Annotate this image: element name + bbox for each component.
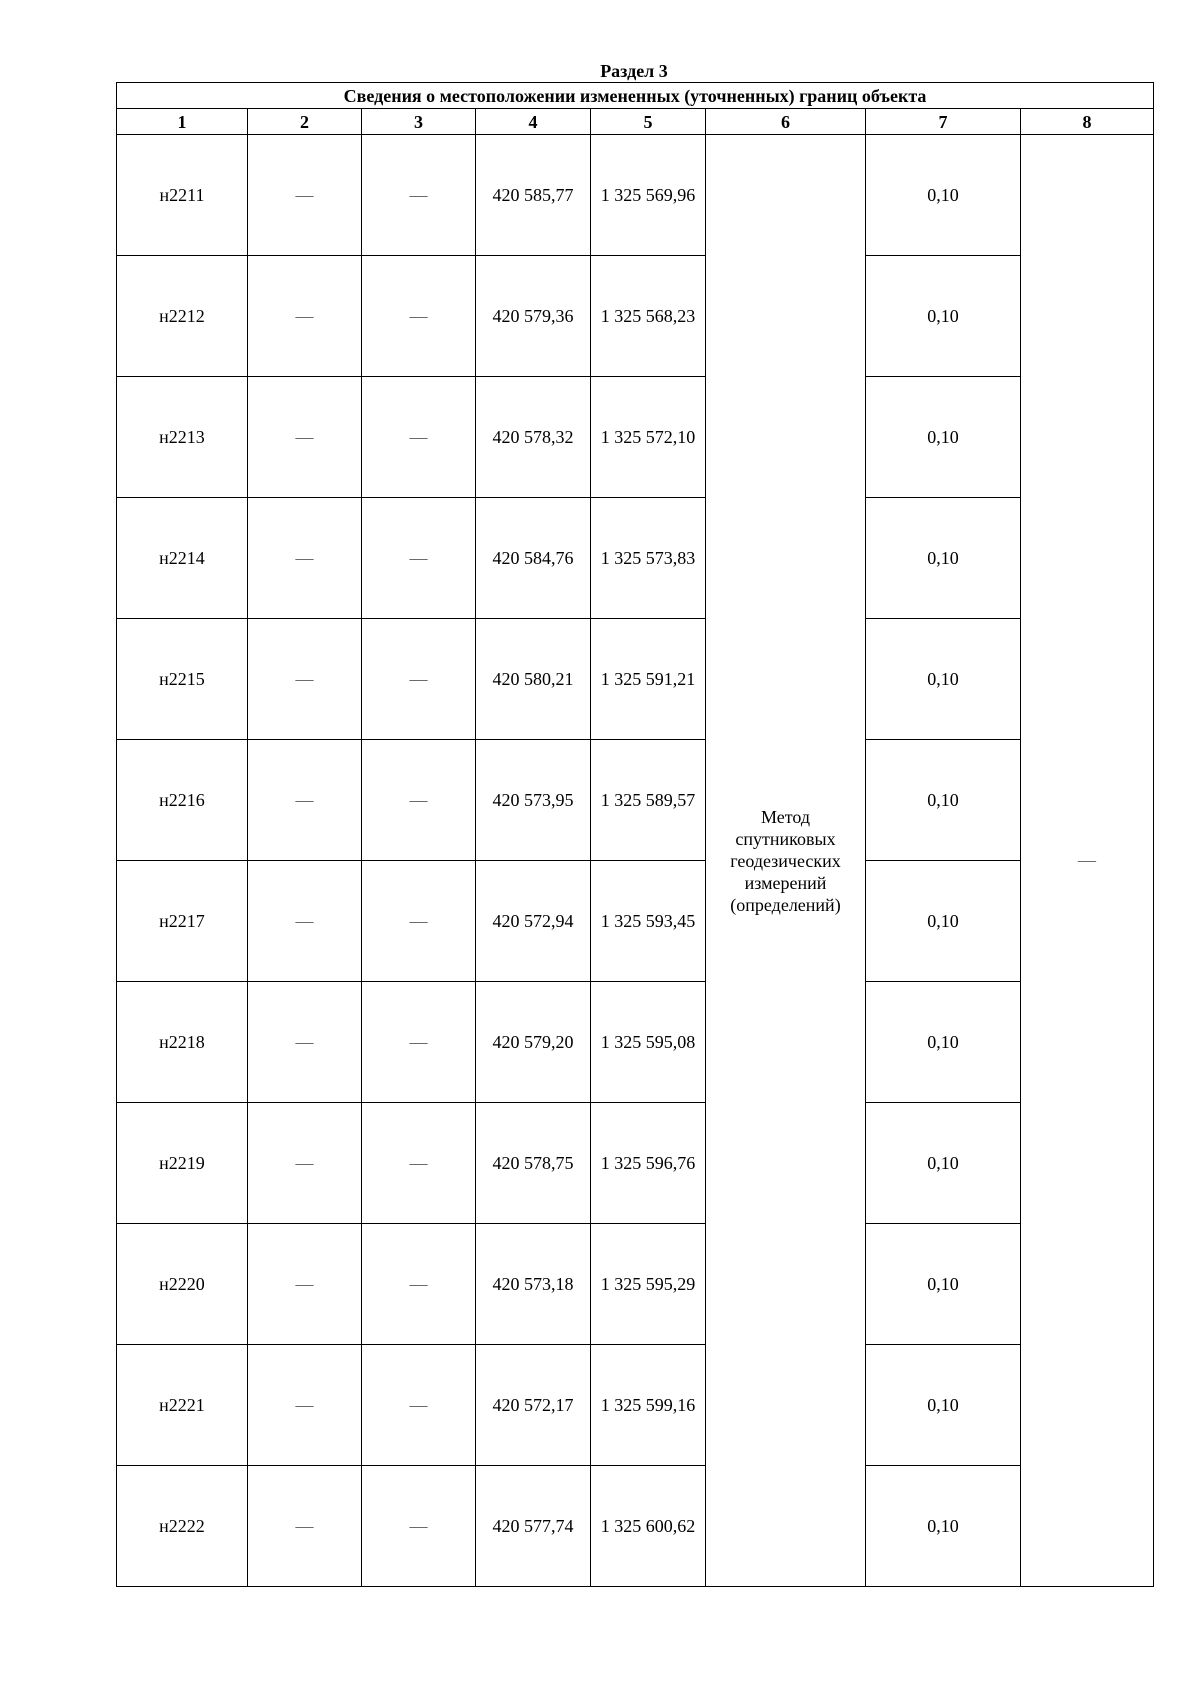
x-coordinate-cell: 420 585,77 <box>476 135 591 256</box>
method-line: геодезических <box>730 850 841 871</box>
table-row <box>117 1345 1154 1466</box>
dash-cell: — <box>248 740 362 861</box>
dash-cell: — <box>362 1103 476 1224</box>
dash-cell: — <box>248 1103 362 1224</box>
point-cell: н2215 <box>117 619 248 740</box>
column-number: 1 <box>117 109 248 135</box>
dash-cell: — <box>248 861 362 982</box>
dash-cell: — <box>248 377 362 498</box>
table-row <box>117 1466 1154 1587</box>
dash-cell: — <box>362 1466 476 1587</box>
x-coordinate-cell: 420 573,18 <box>476 1224 591 1345</box>
y-coordinate-cell: 1 325 595,08 <box>591 982 706 1103</box>
table-row <box>117 982 1154 1103</box>
dash-cell: — <box>362 377 476 498</box>
dash-cell: — <box>362 740 476 861</box>
x-coordinate-cell: 420 573,95 <box>476 740 591 861</box>
accuracy-cell: 0,10 <box>866 1345 1021 1466</box>
column-number: 8 <box>1021 109 1154 135</box>
accuracy-cell: 0,10 <box>866 740 1021 861</box>
point-cell: н2217 <box>117 861 248 982</box>
accuracy-cell: 0,10 <box>866 619 1021 740</box>
dash-cell: — <box>362 135 476 256</box>
y-coordinate-cell: 1 325 595,29 <box>591 1224 706 1345</box>
column-number: 6 <box>706 109 866 135</box>
point-cell: н2221 <box>117 1345 248 1466</box>
column-8-cell: — <box>1021 135 1154 1587</box>
x-coordinate-cell: 420 572,94 <box>476 861 591 982</box>
x-coordinate-cell: 420 580,21 <box>476 619 591 740</box>
x-coordinate-cell: 420 572,17 <box>476 1345 591 1466</box>
table-row <box>117 861 1154 982</box>
column-number: 7 <box>866 109 1021 135</box>
dash-cell: — <box>362 498 476 619</box>
accuracy-cell: 0,10 <box>866 861 1021 982</box>
point-cell: н2216 <box>117 740 248 861</box>
accuracy-cell: 0,10 <box>866 1224 1021 1345</box>
x-coordinate-cell: 420 579,20 <box>476 982 591 1103</box>
x-coordinate-cell: 420 577,74 <box>476 1466 591 1587</box>
dash-cell: — <box>362 1224 476 1345</box>
accuracy-cell: 0,10 <box>866 498 1021 619</box>
point-cell: н2212 <box>117 256 248 377</box>
table-row <box>117 256 1154 377</box>
point-cell: н2219 <box>117 1103 248 1224</box>
accuracy-cell: 0,10 <box>866 256 1021 377</box>
x-coordinate-cell: 420 578,75 <box>476 1103 591 1224</box>
table-row <box>117 619 1154 740</box>
accuracy-cell: 0,10 <box>866 1103 1021 1224</box>
section-title: Раздел 3 <box>600 61 668 81</box>
column-number: 4 <box>476 109 591 135</box>
point-cell: н2214 <box>117 498 248 619</box>
dash-cell: — <box>362 256 476 377</box>
boundary-coordinates-table <box>116 82 1154 1587</box>
accuracy-cell: 0,10 <box>866 135 1021 256</box>
dash-cell: — <box>248 498 362 619</box>
table-row <box>117 1224 1154 1345</box>
table-row <box>117 740 1154 861</box>
y-coordinate-cell: 1 325 591,21 <box>591 619 706 740</box>
method-cell <box>706 135 866 1587</box>
y-coordinate-cell: 1 325 568,23 <box>591 256 706 377</box>
dash-cell: — <box>248 256 362 377</box>
y-coordinate-cell: 1 325 589,57 <box>591 740 706 861</box>
accuracy-cell: 0,10 <box>866 377 1021 498</box>
y-coordinate-cell: 1 325 596,76 <box>591 1103 706 1224</box>
table-row <box>117 1103 1154 1224</box>
dash-cell: — <box>362 861 476 982</box>
dash-cell: — <box>248 619 362 740</box>
column-number: 5 <box>591 109 706 135</box>
point-cell: н2218 <box>117 982 248 1103</box>
table-row <box>117 377 1154 498</box>
dash-cell: — <box>362 619 476 740</box>
accuracy-cell: 0,10 <box>866 982 1021 1103</box>
table-row <box>117 135 1154 256</box>
dash-cell: — <box>248 1224 362 1345</box>
point-cell: н2211 <box>117 135 248 256</box>
accuracy-cell: 0,10 <box>866 1466 1021 1587</box>
column-number-row <box>117 109 1154 135</box>
x-coordinate-cell: 420 579,36 <box>476 256 591 377</box>
y-coordinate-cell: 1 325 600,62 <box>591 1466 706 1587</box>
dash-cell: — <box>248 1466 362 1587</box>
x-coordinate-cell: 420 584,76 <box>476 498 591 619</box>
method-line: Метод <box>760 806 811 827</box>
column-number: 3 <box>362 109 476 135</box>
method-line: (определений) <box>730 894 841 915</box>
dash-cell: — <box>248 135 362 256</box>
dash-cell: — <box>248 982 362 1103</box>
dash-cell: — <box>362 982 476 1103</box>
method-line: измерений <box>744 872 827 893</box>
point-cell: н2222 <box>117 1466 248 1587</box>
method-line: спутниковых <box>735 828 836 849</box>
y-coordinate-cell: 1 325 572,10 <box>591 377 706 498</box>
table-caption: Сведения о местоположении измененных (уточненных) границ объекта <box>117 83 1154 109</box>
point-cell: н2220 <box>117 1224 248 1345</box>
y-coordinate-cell: 1 325 569,96 <box>591 135 706 256</box>
table-row <box>117 498 1154 619</box>
y-coordinate-cell: 1 325 573,83 <box>591 498 706 619</box>
dash-cell: — <box>362 1345 476 1466</box>
column-number: 2 <box>248 109 362 135</box>
y-coordinate-cell: 1 325 599,16 <box>591 1345 706 1466</box>
dash-cell: — <box>248 1345 362 1466</box>
y-coordinate-cell: 1 325 593,45 <box>591 861 706 982</box>
point-cell: н2213 <box>117 377 248 498</box>
x-coordinate-cell: 420 578,32 <box>476 377 591 498</box>
